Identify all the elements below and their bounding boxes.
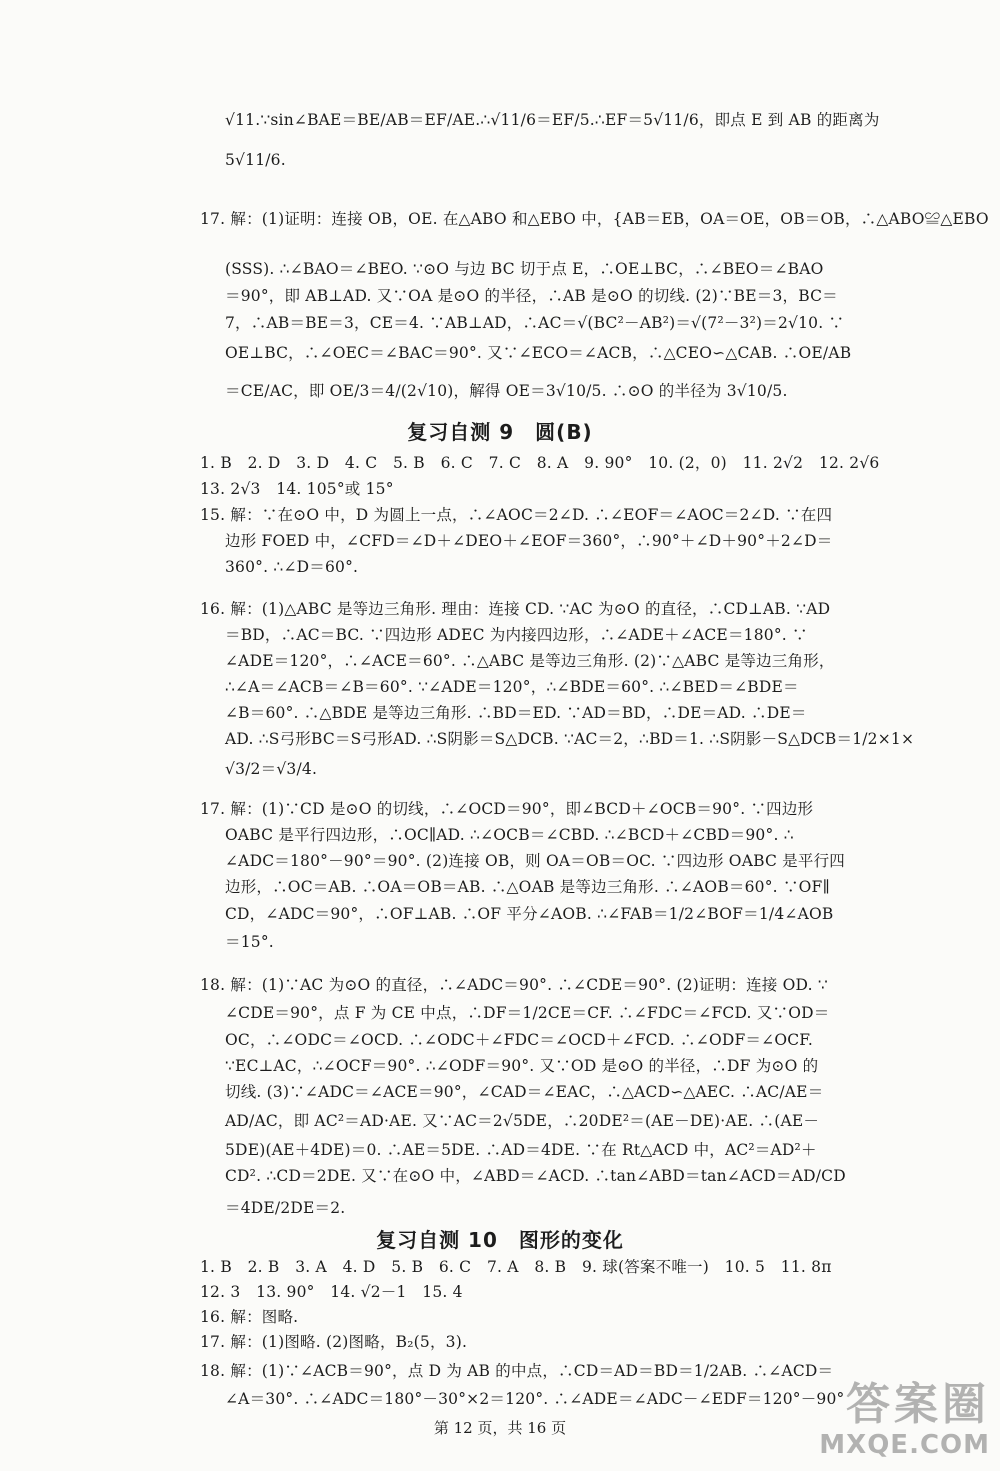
text-line: ∠ADE＝120°，∴∠ACE＝60°. ∴△ABC 是等边三角形. (2)∵△ABC 是等边三角形， <box>225 652 835 670</box>
text-line: 15. 解：∵在⊙O 中，D 为圆上一点，∴∠AOC＝2∠D. ∴∠EOF＝∠AOC＝2∠D. ∵在四 <box>200 506 833 524</box>
watermark-url: MXQE.COM <box>819 1430 990 1460</box>
text-line: CD，∠ADC＝90°，∴OF⊥AB. ∴OF 平分∠AOB. ∴∠FAB＝1/2∠BOF＝1/4∠AOB <box>225 905 834 923</box>
text-line: 13. 2√3 14. 105°或 15° <box>200 480 394 498</box>
text-line: √3/2＝√3/4. <box>225 760 318 778</box>
text-line: OC，∴∠ODC＝∠OCD. ∴∠ODC＋∠FDC＝∠OCD＋∠FCD. ∴∠ODF＝∠OCF. <box>225 1031 813 1049</box>
page-footer: 第 12 页，共 16 页 <box>433 1419 567 1437</box>
text-line: 7，∴AB＝BE＝3，CE＝4. ∵AB⊥AD，∴AC＝√(BC²－AB²)＝√(7²－3²)＝2√10. ∵ <box>225 314 845 332</box>
text-line: ∵EC⊥AC，∴∠OCF＝90°. ∴∠ODF＝90°. 又∵OD 是⊙O 的半径，∴DF 为⊙O 的 <box>225 1057 819 1075</box>
text-line: 17. 解：(1)∵CD 是⊙O 的切线，∴∠OCD＝90°，即∠BCD＋∠OCB＝90°. ∵四边形 <box>200 800 814 818</box>
text-line: 16. 解：(1)△ABC 是等边三角形. 理由：连接 CD. ∵AC 为⊙O 的直径，∴CD⊥AB. ∵AD <box>200 600 831 618</box>
text-line: ∠B＝60°. ∴△BDE 是等边三角形. ∴BD＝ED. ∵AD＝BD，∴DE＝AD. ∴DE＝ <box>225 704 807 722</box>
text-line: 5DE)(AE＋4DE)＝0. ∴AE＝5DE. ∴AD＝4DE. ∵在 Rt△ACD 中，AC²＝AD²＋ <box>225 1141 817 1159</box>
text-line: 16. 解：图略. <box>200 1308 299 1326</box>
text-line: √11.∵sin∠BAE＝BE/AB＝EF/AE.∴√11/6＝EF/5.∴EF＝5√11/6，即点 E 到 AB 的距离为 <box>225 111 880 129</box>
text-line: AD/AC，即 AC²＝AD·AE. 又∵AC＝2√5DE，∴20DE²＝(AE－DE)·AE. ∴(AE－ <box>225 1112 820 1130</box>
text-line: CD². ∴CD＝2DE. 又∵在⊙O 中，∠ABD＝∠ACD. ∴tan∠ABD＝tan∠ACD＝AD/CD <box>225 1167 846 1185</box>
text-line: ∴∠A＝∠ACB＝∠B＝60°. ∵∠ADE＝120°，∴∠BDE＝60°. ∴∠BED＝∠BDE＝ <box>225 678 799 696</box>
text-line: ＝90°，即 AB⊥AD. 又∵OA 是⊙O 的半径，∴AB 是⊙O 的切线. (2)∵BE＝3，BC＝ <box>225 287 838 305</box>
text-line: 5√11/6. <box>225 151 286 169</box>
text-line: (SSS). ∴∠BAO＝∠BEO. ∵⊙O 与边 BC 切于点 E，∴OE⊥BC，∴∠BEO＝∠BAO <box>225 260 824 278</box>
text-line: 1. B 2. B 3. A 4. D 5. B 6. C 7. A 8. B 9. 球(答案不唯一) 10. 5 11. 8π <box>200 1258 832 1276</box>
text-line: OE⊥BC，∴∠OEC＝∠BAC＝90°. 又∵∠ECO＝∠ACB，∴△CEO∽△CAB. ∴OE/AB <box>225 344 852 362</box>
text-line: 360°. ∴∠D＝60°. <box>225 558 359 576</box>
section-heading-9: 复习自测 9 圆(B) <box>407 420 593 444</box>
text-line: 12. 3 13. 90° 14. √2－1 15. 4 <box>200 1283 463 1301</box>
text-line: 18. 解：(1)∵∠ACB＝90°，点 D 为 AB 的中点，∴CD＝AD＝BD＝1/2AB. ∴∠ACD＝ <box>200 1362 834 1380</box>
text-line: ＝4DE/2DE＝2. <box>225 1199 346 1217</box>
text-line: 17. 解：(1)图略. (2)图略，B₂(5，3). <box>200 1333 468 1351</box>
text-line: 18. 解：(1)∵AC 为⊙O 的直径，∴∠ADC＝90°. ∴∠CDE＝90°. (2)证明：连接 OD. ∵ <box>200 976 828 994</box>
text-line: ＝CE/AC，即 OE/3＝4/(2√10)，解得 OE＝3√10/5. ∴⊙O 的半径为 3√10/5. <box>225 382 788 400</box>
text-line: 边形 FOED 中，∠CFD＝∠D＋∠DEO＋∠EOF＝360°，∴90°＋∠D＋90°＋2∠D＝ <box>225 532 833 550</box>
text-line: 1. B 2. D 3. D 4. C 5. B 6. C 7. C 8. A 9. 90° 10. (2，0) 11. 2√2 12. 2√6 <box>200 454 880 472</box>
text-line: 切线. (3)∵∠ADC＝∠ACE＝90°，∠CAD＝∠EAC，∴△ACD∽△AEC. ∴AC/AE＝ <box>225 1083 824 1101</box>
text-line: AD. ∴S弓形BC＝S弓形AD. ∴S阴影＝S△DCB. ∵AC＝2，∴BD＝1. ∴S阴影－S△DCB＝1/2×1× <box>225 730 915 748</box>
text-line: ∠ADC＝180°－90°＝90°. (2)连接 OB，则 OA＝OB＝OC. ∵四边形 OABC 是平行四 <box>225 852 845 870</box>
watermark-logo: 答案圈 <box>846 1379 990 1430</box>
watermark <box>720 1380 990 1465</box>
text-line: 边形，∴OC＝AB. ∴OA＝OB＝AB. ∴△OAB 是等边三角形. ∴∠AOB＝60°. ∵OF∥ <box>225 878 830 896</box>
text-line: ∠A＝30°. ∴∠ADC＝180°－30°×2＝120°. ∴∠ADE＝∠ADC－∠EDF＝120°－90° <box>225 1390 845 1408</box>
text-line: ＝15°. <box>225 933 274 951</box>
section-heading-10: 复习自测 10 图形的变化 <box>376 1228 624 1252</box>
text-line: 17. 解：(1)证明：连接 OB，OE. 在△ABO 和△EBO 中，{AB＝EB，OA＝OE，OB＝OB，∴△ABO≌△EBO <box>200 210 989 228</box>
text-line: ∠CDE＝90°，点 F 为 CE 中点，∴DF＝1/2CE＝CF. ∴∠FDC＝∠FCD. 又∵OD＝ <box>225 1004 830 1022</box>
text-line: OABC 是平行四边形，∴OC∥AD. ∴∠OCB＝∠CBD. ∴∠BCD＋∠CBD＝90°. ∴ <box>225 826 794 844</box>
text-line: ＝BD，∴AC＝BC. ∵四边形 ADEC 为内接四边形，∴∠ADE＋∠ACE＝180°. ∵ <box>225 626 808 644</box>
